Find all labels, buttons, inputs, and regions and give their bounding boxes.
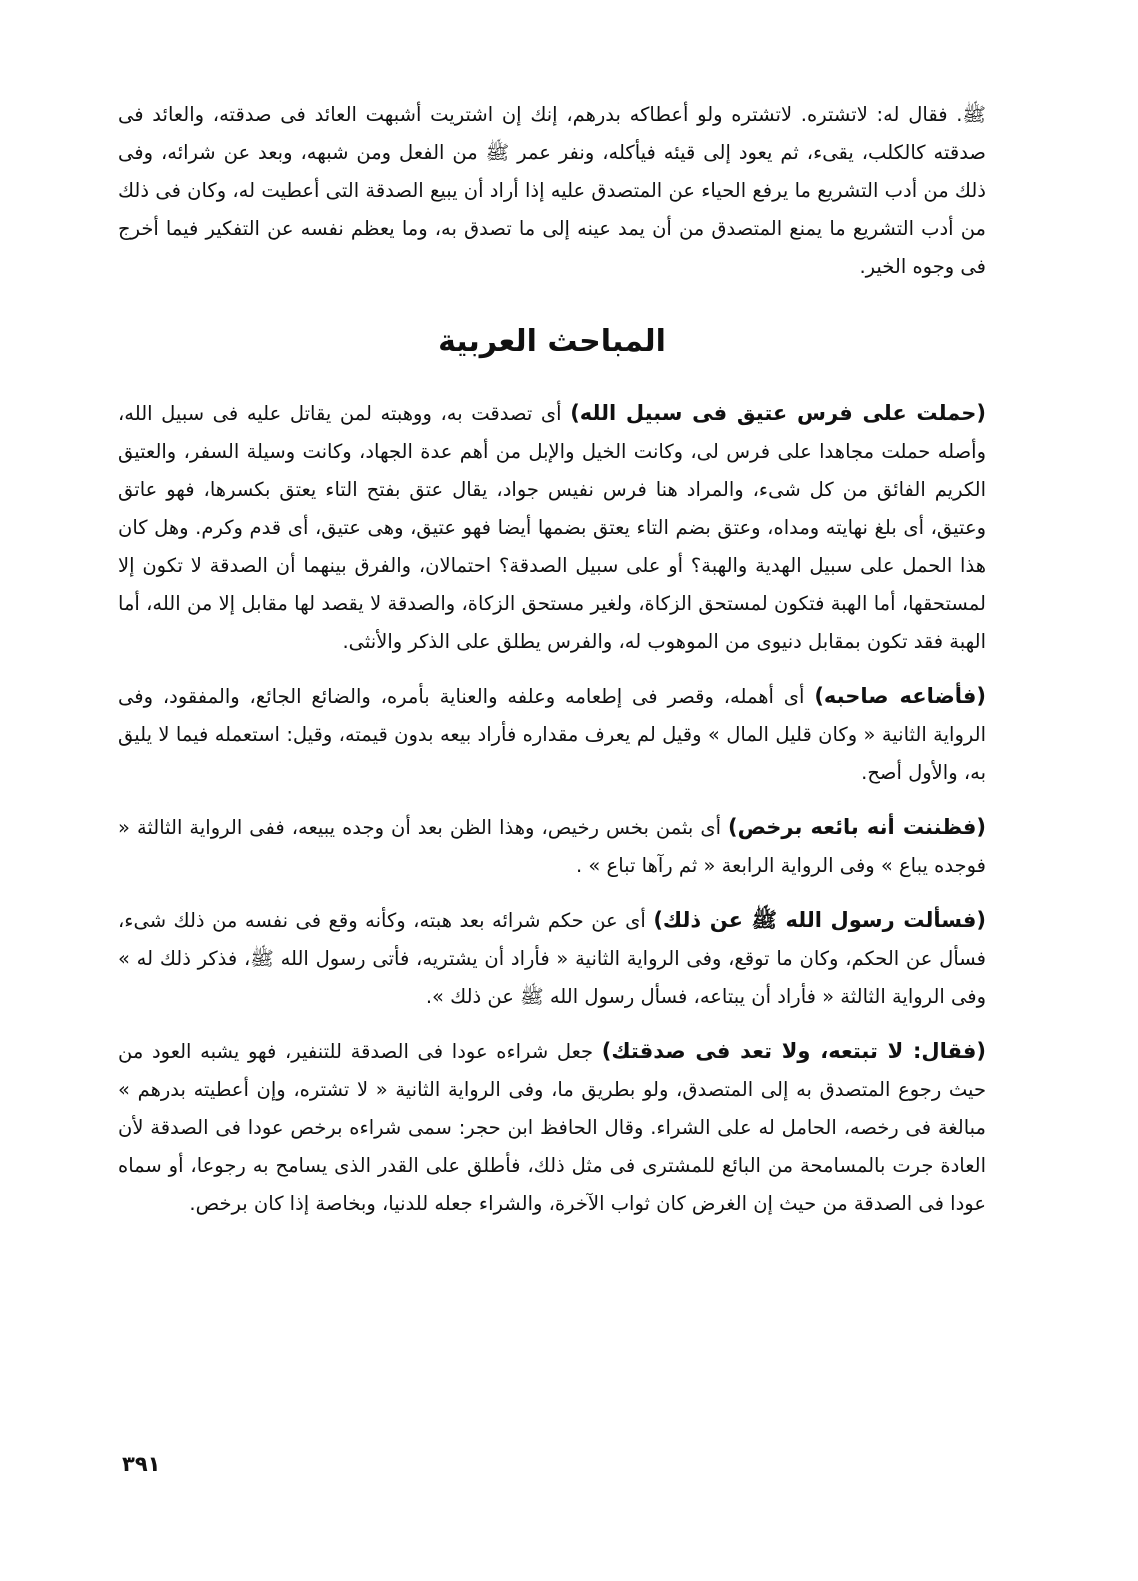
document-page — [118, 92, 986, 1552]
entry-text: أى عن حكم شرائه بعد هبته، وكأنه وقع فى نفسه من ذلك شىء، فسأل عن الحكم، وكان ما توقع، وفى الرواية الثانية « فأراد أن يشتريه، فأتى رسول الله ﷺ، فذكر ذلك له » وفى الرواية الثالثة « فأراد أن يبتاعه، فسأل رسول الله ﷺ عن ذلك ». — [118, 909, 986, 1008]
entry-term: (فأضاعه صاحبه) — [814, 684, 986, 708]
entry-paragraph — [118, 677, 986, 792]
intro-paragraph: ﷺ. فقال له: لاتشتره. لاتشتره ولو أعطاكه بدرهم، إنك إن اشتريت أشبهت العائد فى صدقته، والعائد فى صدقته كالكلب، يقىء، ثم يعود إلى قيئه فيأكله، ونفر عمر ﷺ من الفعل ومن شبهه، وبعد عن شرائه، وفى ذلك من أدب التشريع ما يرفع الحياء عن المتصدق عليه إذا أراد أن يبيع الصدقة التى أعطيت له، وكان فى ذلك من أدب التشريع ما يمنع المتصدق من أن يمد عينه إلى ما تصدق به، وما يعظم نفسه عن التفكير فيما أخرج فى وجوه الخير. — [118, 103, 986, 278]
entry-paragraph — [118, 808, 986, 885]
entry-term: (فظننت أنه بائعه برخص) — [728, 815, 987, 839]
entry-text: أى تصدقت به، ووهبته لمن يقاتل عليه فى سبيل الله، وأصله حملت مجاهدا على فرس لى، وكانت الخيل والإبل من أهم عدة الجهاد، وكانت وسيلة السفر، والعتيق الكريم الفائق من كل شىء، والمراد هنا فرس نفيس جواد، يقال عتق بفتح التاء يعتق بكسرها، فهو عاتق وعتيق، أى بلغ نهايته ومداه، وعتق بضم التاء يعتق بضمها أيضا فهو عتيق، وهى عتيق، أى قدم وكرم. وهل كان هذا الحمل على سبيل الهدية والهبة؟ أو على سبيل الصدقة؟ احتمالان، والفرق بينهما أن الصدقة لا تكون إلا لمستحقها، أما الهبة فتكون لمستحق الزكاة، ولغير مستحق الزكاة، والصدقة لا يقصد لها مقابل إلا من الله، أما الهبة فقد تكون بمقابل دنيوى من الموهوب له، والفرس يطلق على الذكر والأنثى. — [118, 402, 986, 653]
entry-term: (حملت على فرس عتيق فى سبيل الله) — [570, 401, 986, 425]
section-heading: المباحث العربية — [438, 324, 666, 359]
entry-paragraph — [118, 1032, 986, 1223]
entry-text: جعل شراءه عودا فى الصدقة للتنفير، فهو يشبه العود من حيث رجوع المتصدق به إلى المتصدق، ولو بطريق ما، وفى الرواية الثانية « لا تشتره، وإن أعطيته بدرهم » مبالغة فى رخصه، الحامل له على الشراء. وقال الحافظ ابن حجر: سمى شراءه برخص عودا فى الصدقة لأن العادة جرت بالمسامحة من البائع للمشترى فى مثل ذلك، فأطلق على القدر الذى يسامح به رجوعا، أو سماه عودا فى الصدقة من حيث إن الغرض كان ثواب الآخرة، والشراء جعله للدنيا، وبخاصة إذا كان برخص. — [118, 1040, 986, 1215]
entry-paragraph — [118, 901, 986, 1016]
entry-paragraph — [118, 394, 986, 661]
page-number: ٣٩١ — [122, 1452, 161, 1476]
entry-text: أى أهمله، وقصر فى إطعامه وعلفه والعناية بأمره، والضائع الجائع، والمفقود، وفى الرواية الثانية « وكان قليل المال » وقيل لم يعرف مقداره فأراد بيعه بدون قيمته، وقيل: استعمله فيما لا يليق به، والأول أصح. — [118, 685, 986, 784]
entry-term: (فسألت رسول الله ﷺ عن ذلك) — [653, 908, 986, 932]
entry-text: أى بثمن بخس رخيص، وهذا الظن بعد أن وجده يبيعه، ففى الرواية الثالثة « فوجده يباع » وفى الرواية الرابعة « ثم رآها تباع » . — [118, 816, 986, 877]
entry-term: (فقال: لا تبتعه، ولا تعد فى صدقتك) — [601, 1039, 986, 1063]
